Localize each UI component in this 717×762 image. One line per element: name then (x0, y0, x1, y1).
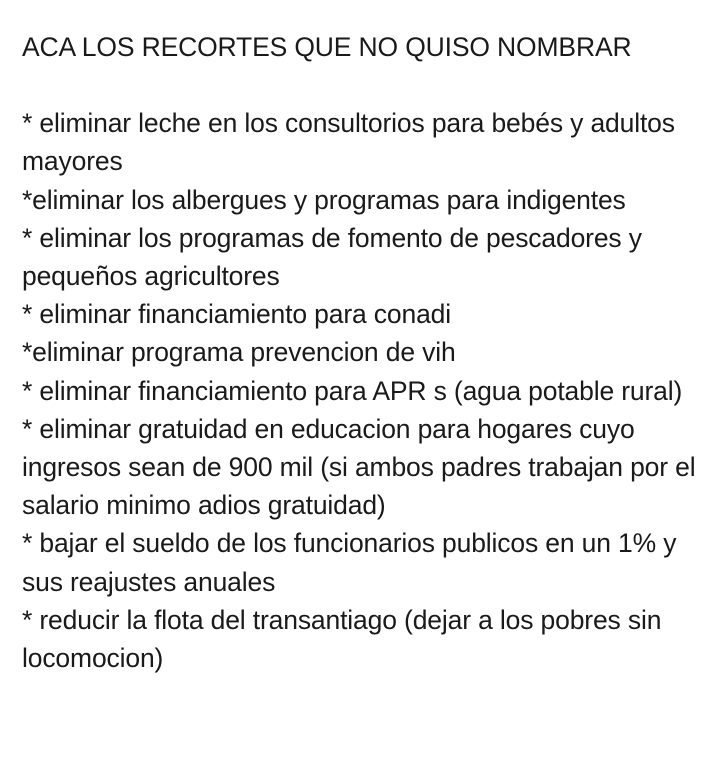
list-item: *eliminar programa prevencion de vih (22, 337, 456, 368)
note-title: ACA LOS RECORTES QUE NO QUISO NOMBRAR (22, 32, 632, 62)
cuts-list (22, 104, 712, 677)
note-text-block (22, 28, 712, 677)
list-item: * eliminar leche en los consultorios para bebés y adultos mayores (22, 108, 675, 177)
list-item: * bajar el sueldo de los funcionarios publicos en un 1% y sus reajustes anuales (22, 528, 677, 597)
list-item: * eliminar financiamiento para APR s (agua potable rural) (22, 375, 683, 406)
list-item: * eliminar financiamiento para conadi (22, 299, 451, 330)
list-item: * reducir la flota del transantiago (dejar a los pobres sin locomocion) (22, 604, 662, 674)
list-item: *eliminar los albergues y programas para indigentes (22, 184, 626, 215)
list-item: * eliminar gratuidad en educacion para hogares cuyo ingresos sean de 900 mil (si ambos padres trabajan por el salario minimo adios gratuidad) (22, 413, 696, 521)
list-item: * eliminar los programas de fomento de pescadores y pequeños agricultores (22, 222, 642, 292)
